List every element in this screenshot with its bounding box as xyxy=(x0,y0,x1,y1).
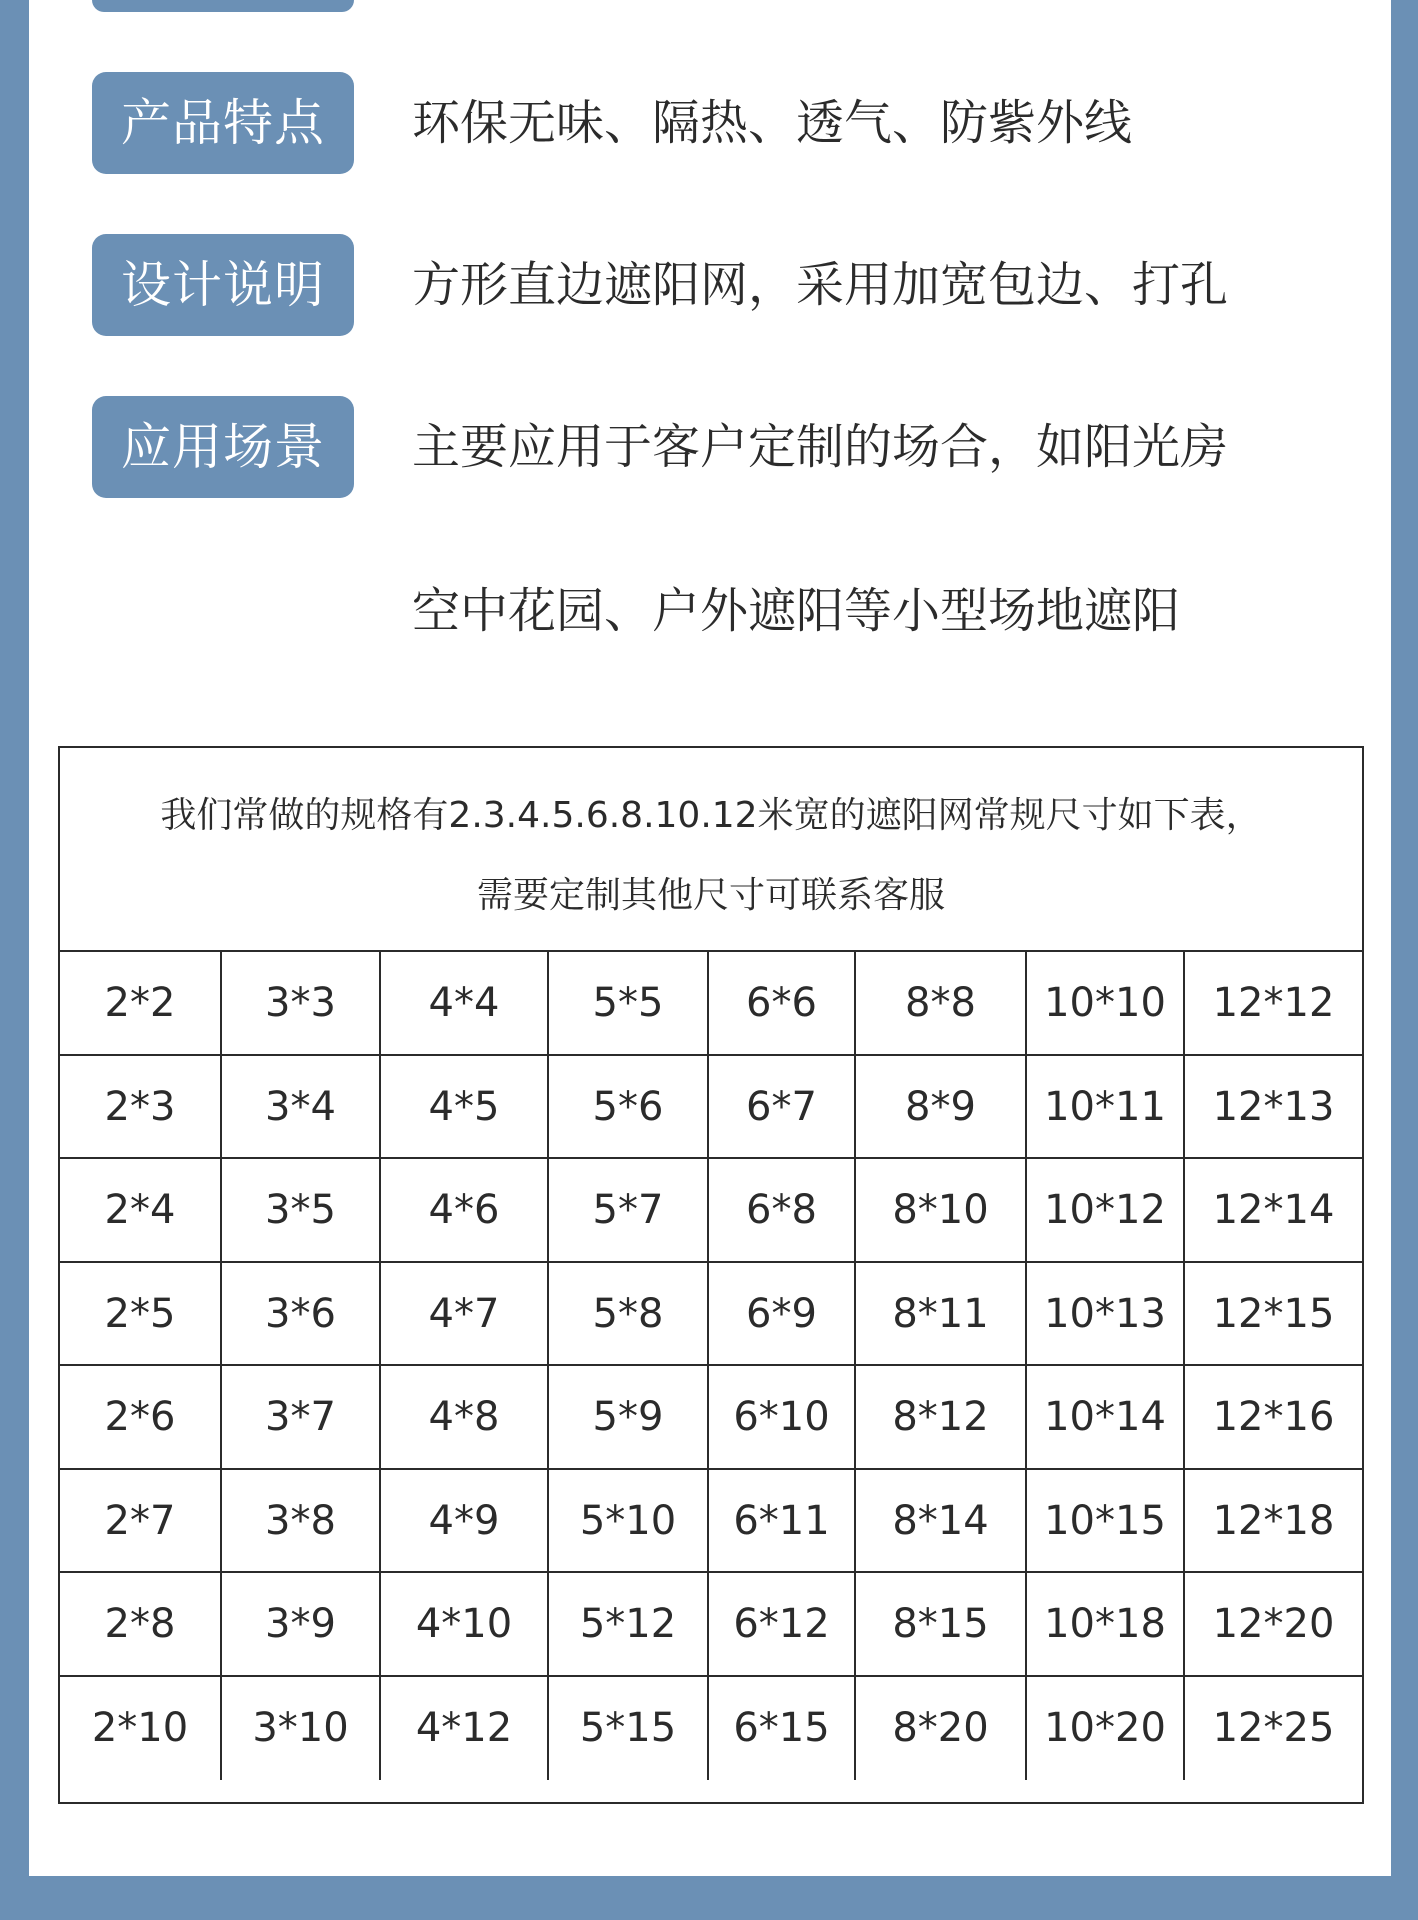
table-cell: 6*12 xyxy=(709,1573,856,1677)
table-cell: 10*12 xyxy=(1027,1159,1185,1263)
table-cell: 6*15 xyxy=(709,1677,856,1781)
previous-label-edge xyxy=(92,0,354,12)
table-cell: 3*3 xyxy=(222,952,381,1056)
table-header-line1: 我们常做的规格有2.3.4.5.6.8.10.12米宽的遮阳网常规尺寸如下表， xyxy=(160,795,1262,836)
feature-label: 应用场景 xyxy=(92,396,354,498)
table-cell: 3*9 xyxy=(222,1573,381,1677)
table-cell: 4*8 xyxy=(381,1366,549,1470)
table-cell: 5*8 xyxy=(549,1263,709,1367)
table-cell: 3*5 xyxy=(222,1159,381,1263)
table-cell: 2*7 xyxy=(60,1470,222,1574)
feature-text-continuation: 空中花园、户外遮阳等小型场地遮阳 xyxy=(412,583,1181,639)
table-cell: 8*15 xyxy=(856,1573,1027,1677)
table-header xyxy=(60,748,1362,952)
table-cell: 8*8 xyxy=(856,952,1027,1056)
table-cell: 3*4 xyxy=(222,1056,381,1160)
table-cell: 12*15 xyxy=(1185,1263,1362,1367)
table-cell: 2*6 xyxy=(60,1366,222,1470)
table-cell: 6*8 xyxy=(709,1159,856,1263)
table-cell: 8*10 xyxy=(856,1159,1027,1263)
feature-row-application xyxy=(92,396,1352,498)
feature-label: 设计说明 xyxy=(92,234,354,336)
table-cell: 12*14 xyxy=(1185,1159,1362,1263)
table-cell: 10*20 xyxy=(1027,1677,1185,1781)
table-cell: 12*13 xyxy=(1185,1056,1362,1160)
table-cell: 12*20 xyxy=(1185,1573,1362,1677)
table-header-line2: 需要定制其他尺寸可联系客服 xyxy=(476,875,945,916)
table-cell: 10*13 xyxy=(1027,1263,1185,1367)
feature-label: 产品特点 xyxy=(92,72,354,174)
feature-row-design-notes xyxy=(92,234,1352,336)
table-cell: 2*5 xyxy=(60,1263,222,1367)
table-cell: 4*6 xyxy=(381,1159,549,1263)
feature-text: 环保无味、隔热、透气、防紫外线 xyxy=(412,95,1133,151)
table-cell: 10*15 xyxy=(1027,1470,1185,1574)
size-grid xyxy=(60,952,1362,1780)
table-cell: 4*7 xyxy=(381,1263,549,1367)
table-cell: 4*12 xyxy=(381,1677,549,1781)
table-cell: 5*15 xyxy=(549,1677,709,1781)
table-cell: 3*8 xyxy=(222,1470,381,1574)
table-cell: 12*16 xyxy=(1185,1366,1362,1470)
table-cell: 10*18 xyxy=(1027,1573,1185,1677)
table-cell: 3*6 xyxy=(222,1263,381,1367)
table-cell: 12*18 xyxy=(1185,1470,1362,1574)
table-cell: 4*9 xyxy=(381,1470,549,1574)
table-cell: 5*12 xyxy=(549,1573,709,1677)
table-cell: 5*6 xyxy=(549,1056,709,1160)
table-cell: 10*11 xyxy=(1027,1056,1185,1160)
table-cell: 8*12 xyxy=(856,1366,1027,1470)
table-cell: 5*9 xyxy=(549,1366,709,1470)
table-cell: 4*10 xyxy=(381,1573,549,1677)
table-cell: 2*2 xyxy=(60,952,222,1056)
table-cell: 6*11 xyxy=(709,1470,856,1574)
table-cell: 8*14 xyxy=(856,1470,1027,1574)
table-cell: 10*14 xyxy=(1027,1366,1185,1470)
table-cell: 4*4 xyxy=(381,952,549,1056)
table-cell: 6*10 xyxy=(709,1366,856,1470)
table-cell: 12*25 xyxy=(1212,1704,1335,1751)
feature-row-product-features xyxy=(92,72,1352,174)
table-cell: 6*9 xyxy=(709,1263,856,1367)
table-cell: 6*6 xyxy=(709,952,856,1056)
table-cell: 2*10 xyxy=(60,1677,222,1781)
table-cell: 8*9 xyxy=(856,1056,1027,1160)
table-cell: 3*10 xyxy=(222,1677,381,1781)
table-cell: 2*4 xyxy=(60,1159,222,1263)
table-cell: 2*8 xyxy=(60,1573,222,1677)
table-cell: 5*10 xyxy=(549,1470,709,1574)
table-cell: 4*5 xyxy=(381,1056,549,1160)
table-cell: 8*11 xyxy=(856,1263,1027,1367)
table-cell: 8*20 xyxy=(856,1677,1027,1781)
table-cell: 12*12 xyxy=(1185,952,1362,1056)
table-cell: 10*10 xyxy=(1027,952,1185,1056)
table-cell: 5*7 xyxy=(549,1159,709,1263)
table-cell: 2*3 xyxy=(60,1056,222,1160)
table-cell: 3*7 xyxy=(222,1366,381,1470)
feature-text: 主要应用于客户定制的场合，如阳光房 xyxy=(412,419,1229,475)
table-cell: 6*7 xyxy=(709,1056,856,1160)
size-spec-table xyxy=(58,746,1364,1804)
table-cell: 5*5 xyxy=(549,952,709,1056)
feature-text: 方形直边遮阳网，采用加宽包边、打孔 xyxy=(412,257,1229,313)
